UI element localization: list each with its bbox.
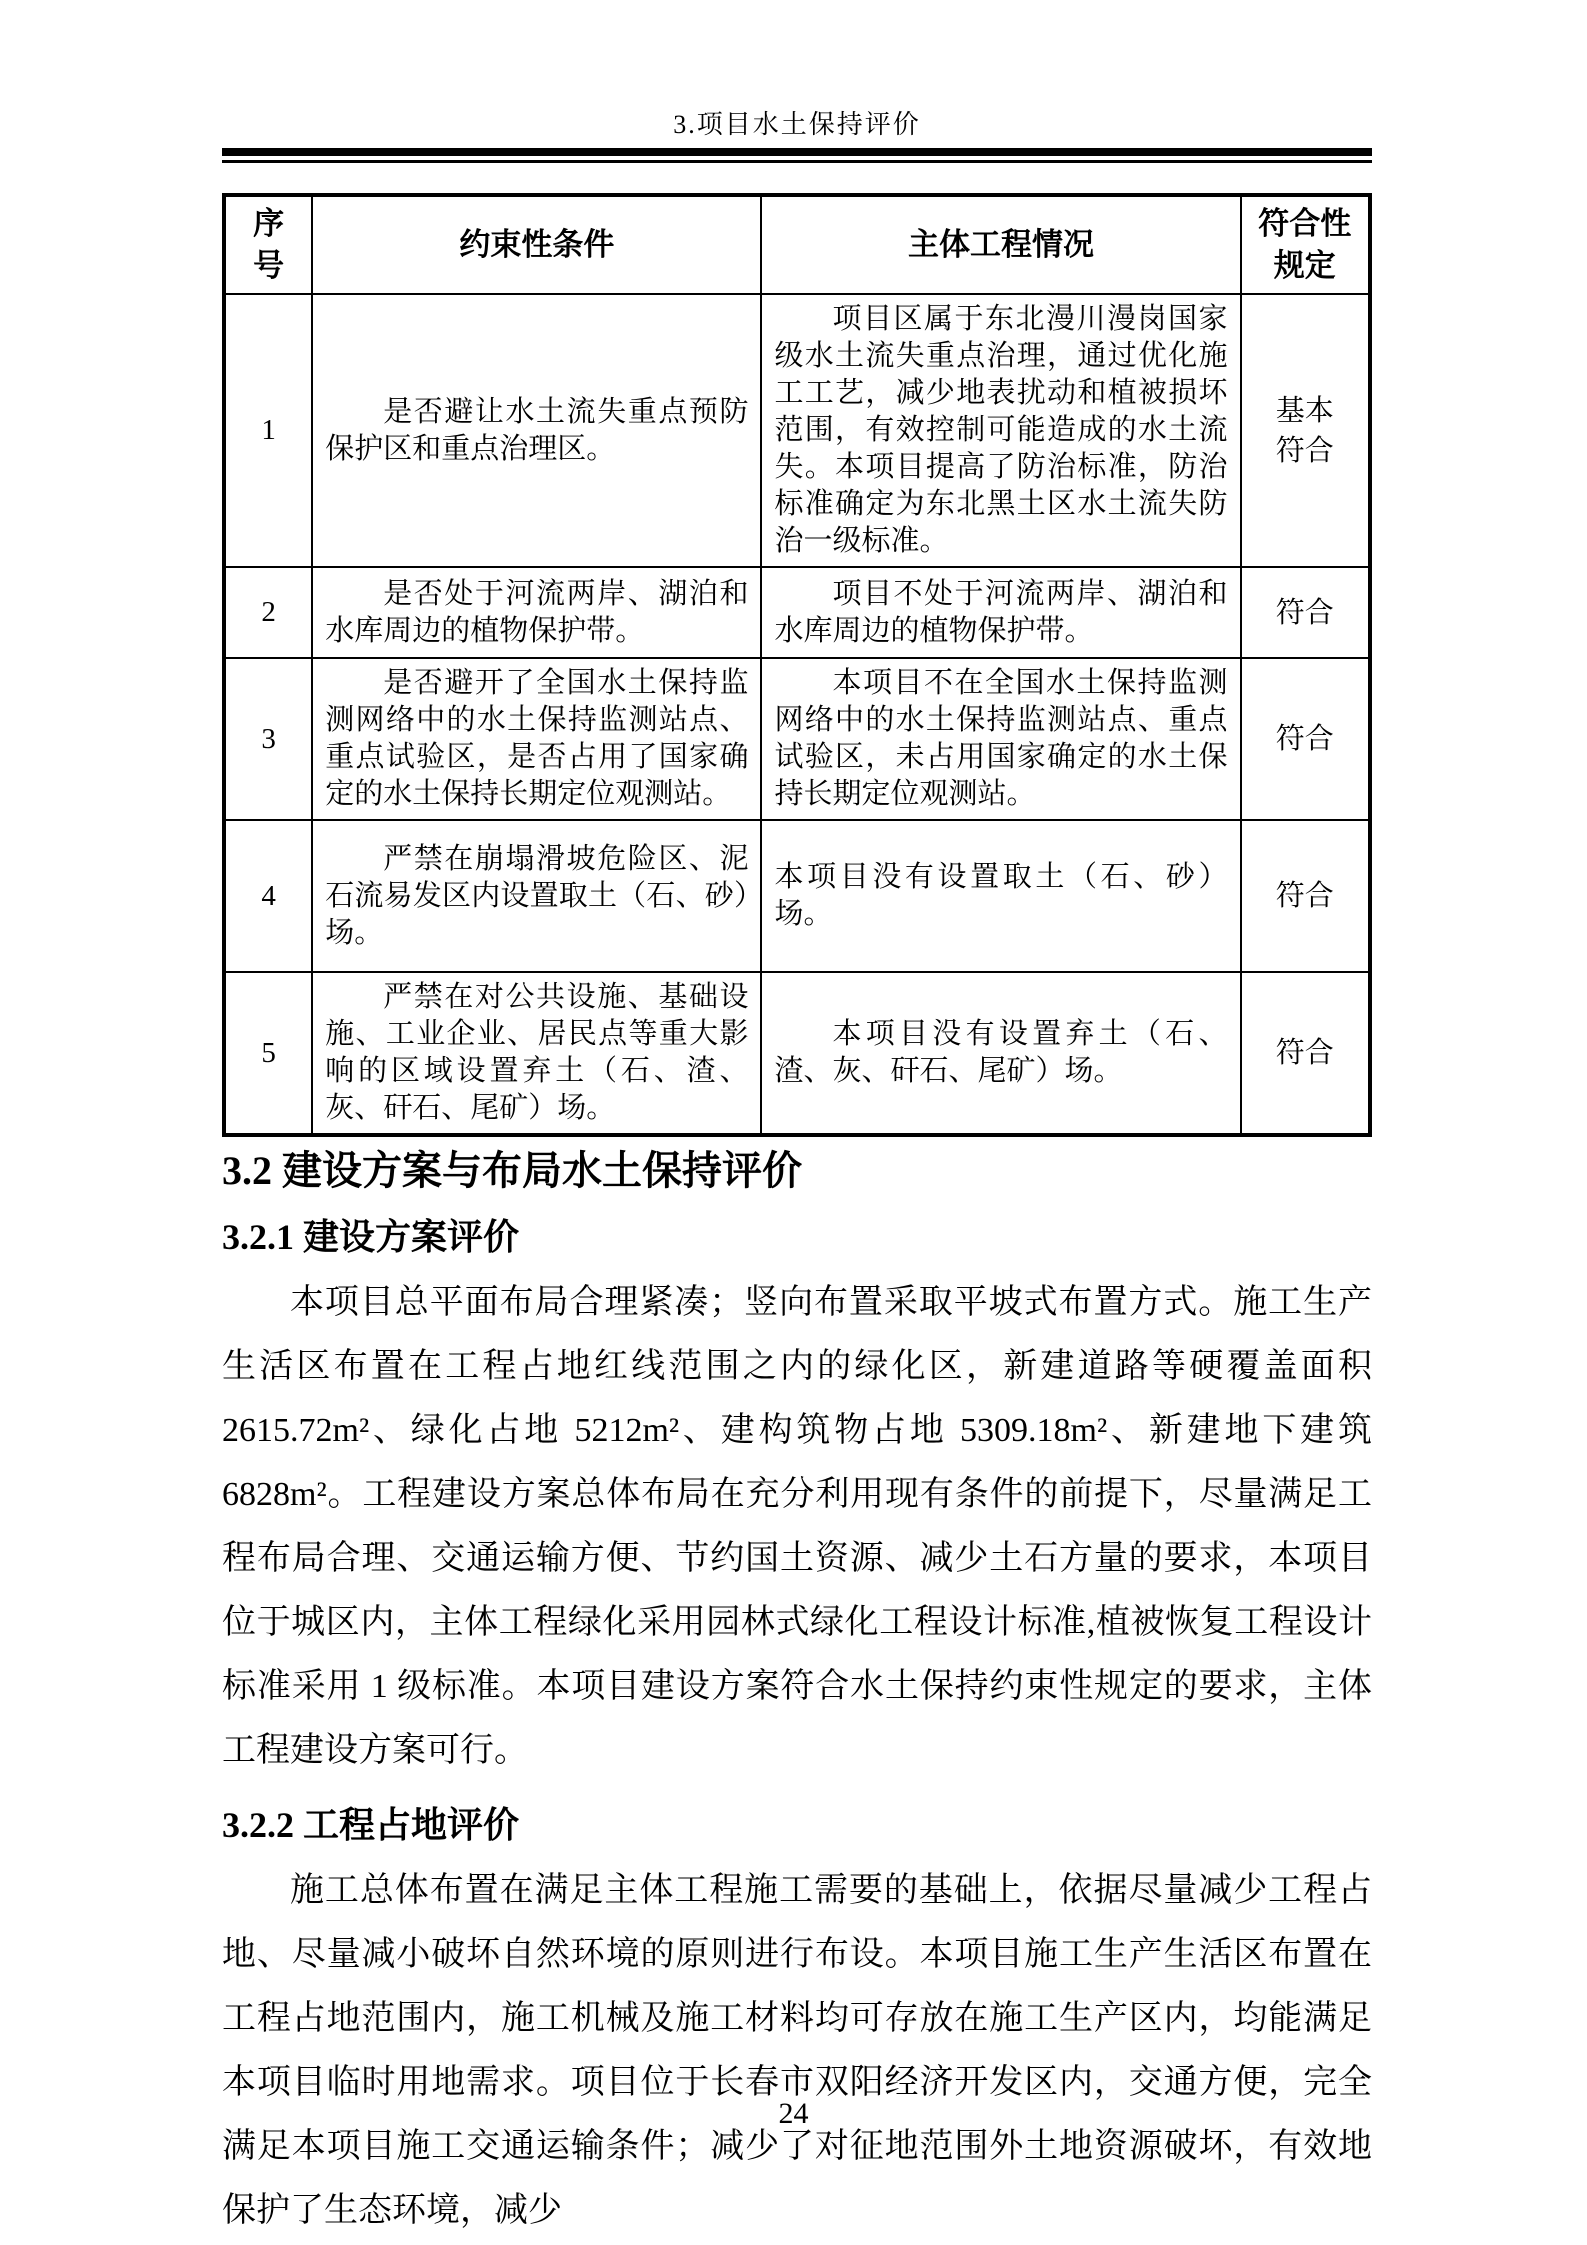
compliance-value: 符合 (1275, 880, 1334, 912)
compliance-cell (1241, 972, 1371, 1135)
condition-cell: 严禁在对公共设施、基础设施、工业企业、居民点等重大影响的区域设置弃土（石、渣、灰、矸石、尾矿）场。 (312, 972, 761, 1135)
compliance-value: 基本符合 (1275, 394, 1334, 467)
condition-cell: 是否避让水土流失重点预防保护区和重点治理区。 (312, 294, 761, 567)
compliance-table (222, 193, 1372, 1137)
compliance-cell (1241, 820, 1371, 972)
serial-cell: 1 (224, 294, 312, 567)
condition-cell: 严禁在崩塌滑坡危险区、泥石流易发区内设置取土（石、砂）场。 (312, 820, 761, 972)
column-header-compliance-label: 符合性规定 (1258, 206, 1352, 283)
condition-cell: 是否处于河流两岸、湖泊和水库周边的植物保护带。 (312, 567, 761, 658)
paragraph-3-2-2: 施工总体布置在满足主体工程施工需要的基础上，依据尽量减少工程占地、尽量减小破坏自然环境的原则进行布设。本项目施工生产生活区布置在工程占地范围内，施工机械及施工材料均可存放在施工生产区内，均能满足本项目临时用地需求。项目位于长春市双阳经济开发区内，交通方便，完全满足本项目施工交通运输条件；减少了对征地范围外土地资源破坏，有效地保护了生态环境，减少 (222, 1872, 1372, 2229)
column-header-condition: 约束性条件 (312, 195, 761, 294)
page-number: 24 (778, 2097, 809, 2130)
header-double-rule (222, 148, 1372, 163)
situation-cell: 项目区属于东北漫川漫岗国家级水土流失重点治理，通过优化施工工艺，减少地表扰动和植被损坏范围，有效控制可能造成的水土流失。本项目提高了防治标准，防治标准确定为东北黑土区水土流失防治一级标准。 (761, 294, 1240, 567)
column-header-situation: 主体工程情况 (761, 195, 1240, 294)
column-header-serial-label: 序号 (253, 206, 285, 283)
section-heading-3-2: 3.2 建设方案与布局水土保持评价 (222, 1148, 802, 1193)
section-heading-3-2-1: 3.2.1 建设方案评价 (222, 1217, 520, 1257)
running-header-title: 3.项目水土保持评价 (673, 110, 921, 139)
table-row (224, 567, 1370, 658)
section-heading-3-2-2: 3.2.2 工程占地评价 (222, 1805, 520, 1845)
column-header-serial (224, 195, 312, 294)
situation-cell: 本项目没有设置弃土（石、渣、灰、矸石、尾矿）场。 (761, 972, 1240, 1135)
condition-cell: 是否避开了全国水土保持监测网络中的水土保持监测站点、重点试验区，是否占用了国家确定的水土保持长期定位观测站。 (312, 658, 761, 820)
column-header-compliance (1241, 195, 1371, 294)
table-row (224, 820, 1370, 972)
table-row (224, 972, 1370, 1135)
table-row (224, 294, 1370, 567)
compliance-value: 符合 (1275, 723, 1334, 755)
situation-cell: 本项目没有设置取土（石、砂）场。 (761, 820, 1240, 972)
compliance-value: 符合 (1275, 1037, 1334, 1069)
table-header-row (224, 195, 1370, 294)
serial-cell: 4 (224, 820, 312, 972)
compliance-cell (1241, 567, 1371, 658)
paragraph-3-2-1: 本项目总平面布局合理紧凑；竖向布置采取平坡式布置方式。施工生产生活区布置在工程占地红线范围之内的绿化区，新建道路等硬覆盖面积 2615.72m²、绿化占地 5212m²、建构筑物占地 5309.18m²、新建地下建筑 6828m²。工程建设方案总体布局在充分利用现有条件的前提下，尽量满足工程布局合理、交通运输方便、节约国土资源、减少土石方量的要求，本项目位于城区内，主体工程绿化采用园林式绿化工程设计标准,植被恢复工程设计标准采用 1 级标准。本项目建设方案符合水土保持约束性规定的要求，主体工程建设方案可行。 (222, 1284, 1372, 1769)
situation-cell: 项目不处于河流两岸、湖泊和水库周边的植物保护带。 (761, 567, 1240, 658)
serial-cell: 5 (224, 972, 312, 1135)
serial-cell: 2 (224, 567, 312, 658)
serial-cell: 3 (224, 658, 312, 820)
compliance-cell (1241, 658, 1371, 820)
table-row (224, 658, 1370, 820)
compliance-value: 符合 (1275, 596, 1334, 629)
situation-cell: 本项目不在全国水土保持监测网络中的水土保持监测站点、重点试验区，未占用国家确定的水土保持长期定位观测站。 (761, 658, 1240, 820)
compliance-cell (1241, 294, 1371, 567)
